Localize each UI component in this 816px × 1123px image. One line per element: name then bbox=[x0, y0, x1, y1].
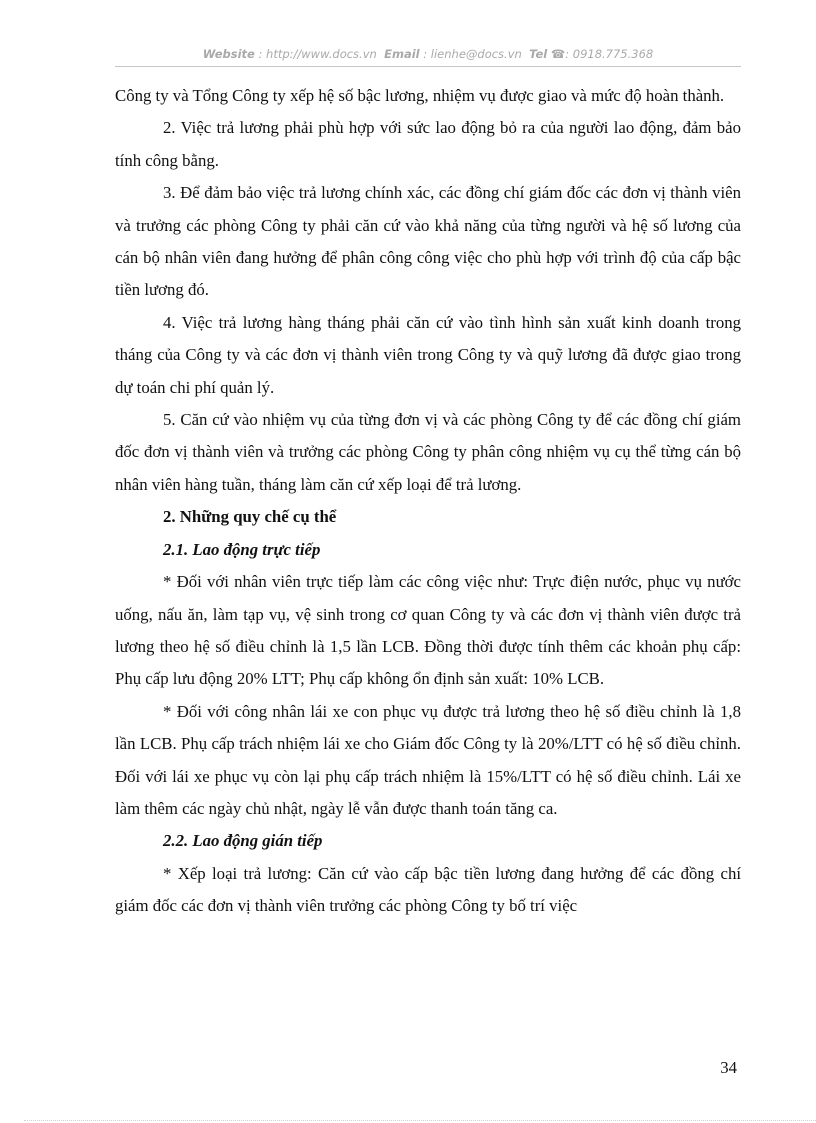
tel-value: : 0918.775.368 bbox=[565, 47, 654, 61]
paragraph-3: 3. Để đảm bảo việc trả lương chính xác, các đồng chí giám đốc các đơn vị thành viên và trưởng các phòng Công ty phải căn cứ vào khả năng của từng người và hệ số lương của cán bộ nhân viên đang hưởng để phân công công việc cho phù hợp với trình độ của cấp bậc tiền lương đó. bbox=[115, 183, 741, 300]
subsection-heading-2-1: 2.1. Lao động trực tiếp bbox=[163, 539, 321, 559]
paragraph-indirect-labor: * Xếp loại trả lương: Căn cứ vào cấp bậc tiền lương đang hưởng để các đồng chí giám đốc các đơn vị thành viên trưởng các phòng Công ty bố trí việc bbox=[115, 863, 741, 916]
paragraph-4: 4. Việc trả lương hàng tháng phải căn cứ vào tình hình sản xuất kinh doanh trong tháng của Công ty và các đơn vị thành viên trong Công ty và quỹ lương đã được giao trong dự toán chi phí quản lý. bbox=[115, 312, 741, 397]
paragraph-2: 2. Việc trả lương phải phù hợp với sức lao động bỏ ra của người lao động, đảm bảo tính công bằng. bbox=[115, 118, 741, 170]
paragraph-5: 5. Căn cứ vào nhiệm vụ của từng đơn vị và các phòng Công ty để các đồng chí giám đốc đơn vị thành viên và trưởng các phòng Công ty phân công nhiệm vụ cụ thể từng cán bộ nhân viên hàng tuần, tháng làm căn cứ xếp loại để trả lương. bbox=[115, 410, 741, 494]
paragraph-direct-labor-2: * Đối với công nhân lái xe con phục vụ được trả lương theo hệ số điều chỉnh là 1,8 lần LCB. Phụ cấp trách nhiệm lái xe cho Giám đốc Công ty là 20%/LTT có hệ số điều chỉnh. Đối với lái xe phục vụ còn lại phụ cấp trách nhiệm là 15%/LTT có hệ số điều chỉnh. Lái xe làm thêm các ngày chủ nhật, ngày lễ vẫn được thanh toán tăng ca. bbox=[115, 701, 741, 818]
page-number: 34 bbox=[720, 1058, 737, 1077]
email-label: Email bbox=[384, 47, 420, 61]
phone-icon: ☎ bbox=[550, 47, 566, 61]
section-heading-2: 2. Những quy chế cụ thể bbox=[163, 507, 337, 527]
header-divider bbox=[115, 66, 741, 67]
tel-label: Tel bbox=[529, 47, 548, 61]
subsection-heading-2-2: 2.2. Lao động gián tiếp bbox=[163, 831, 323, 851]
page-header bbox=[115, 47, 741, 61]
footer-divider bbox=[24, 1120, 816, 1121]
email-value: : lienhe@docs.vn bbox=[423, 47, 522, 61]
paragraph-direct-labor-1: * Đối với nhân viên trực tiếp làm các công việc như: Trực điện nước, phục vụ nước uống, nấu ăn, làm tạp vụ, vệ sinh trong cơ quan Công ty và các đơn vị thành viên được trả lương theo hệ số điều chỉnh là 1,5 lần LCB. Đồng thời được tính thêm các khoản phụ cấp: Phụ cấp lưu động 20% LTT; Phụ cấp không ổn định sản xuất: 10% LCB. bbox=[115, 572, 741, 689]
website-label: Website bbox=[202, 47, 255, 61]
website-value: : http://www.docs.vn bbox=[258, 47, 377, 61]
document-body bbox=[115, 80, 741, 923]
paragraph-1: Công ty và Tổng Công ty xếp hệ số bậc lương, nhiệm vụ được giao và mức độ hoàn thành. bbox=[115, 86, 725, 105]
